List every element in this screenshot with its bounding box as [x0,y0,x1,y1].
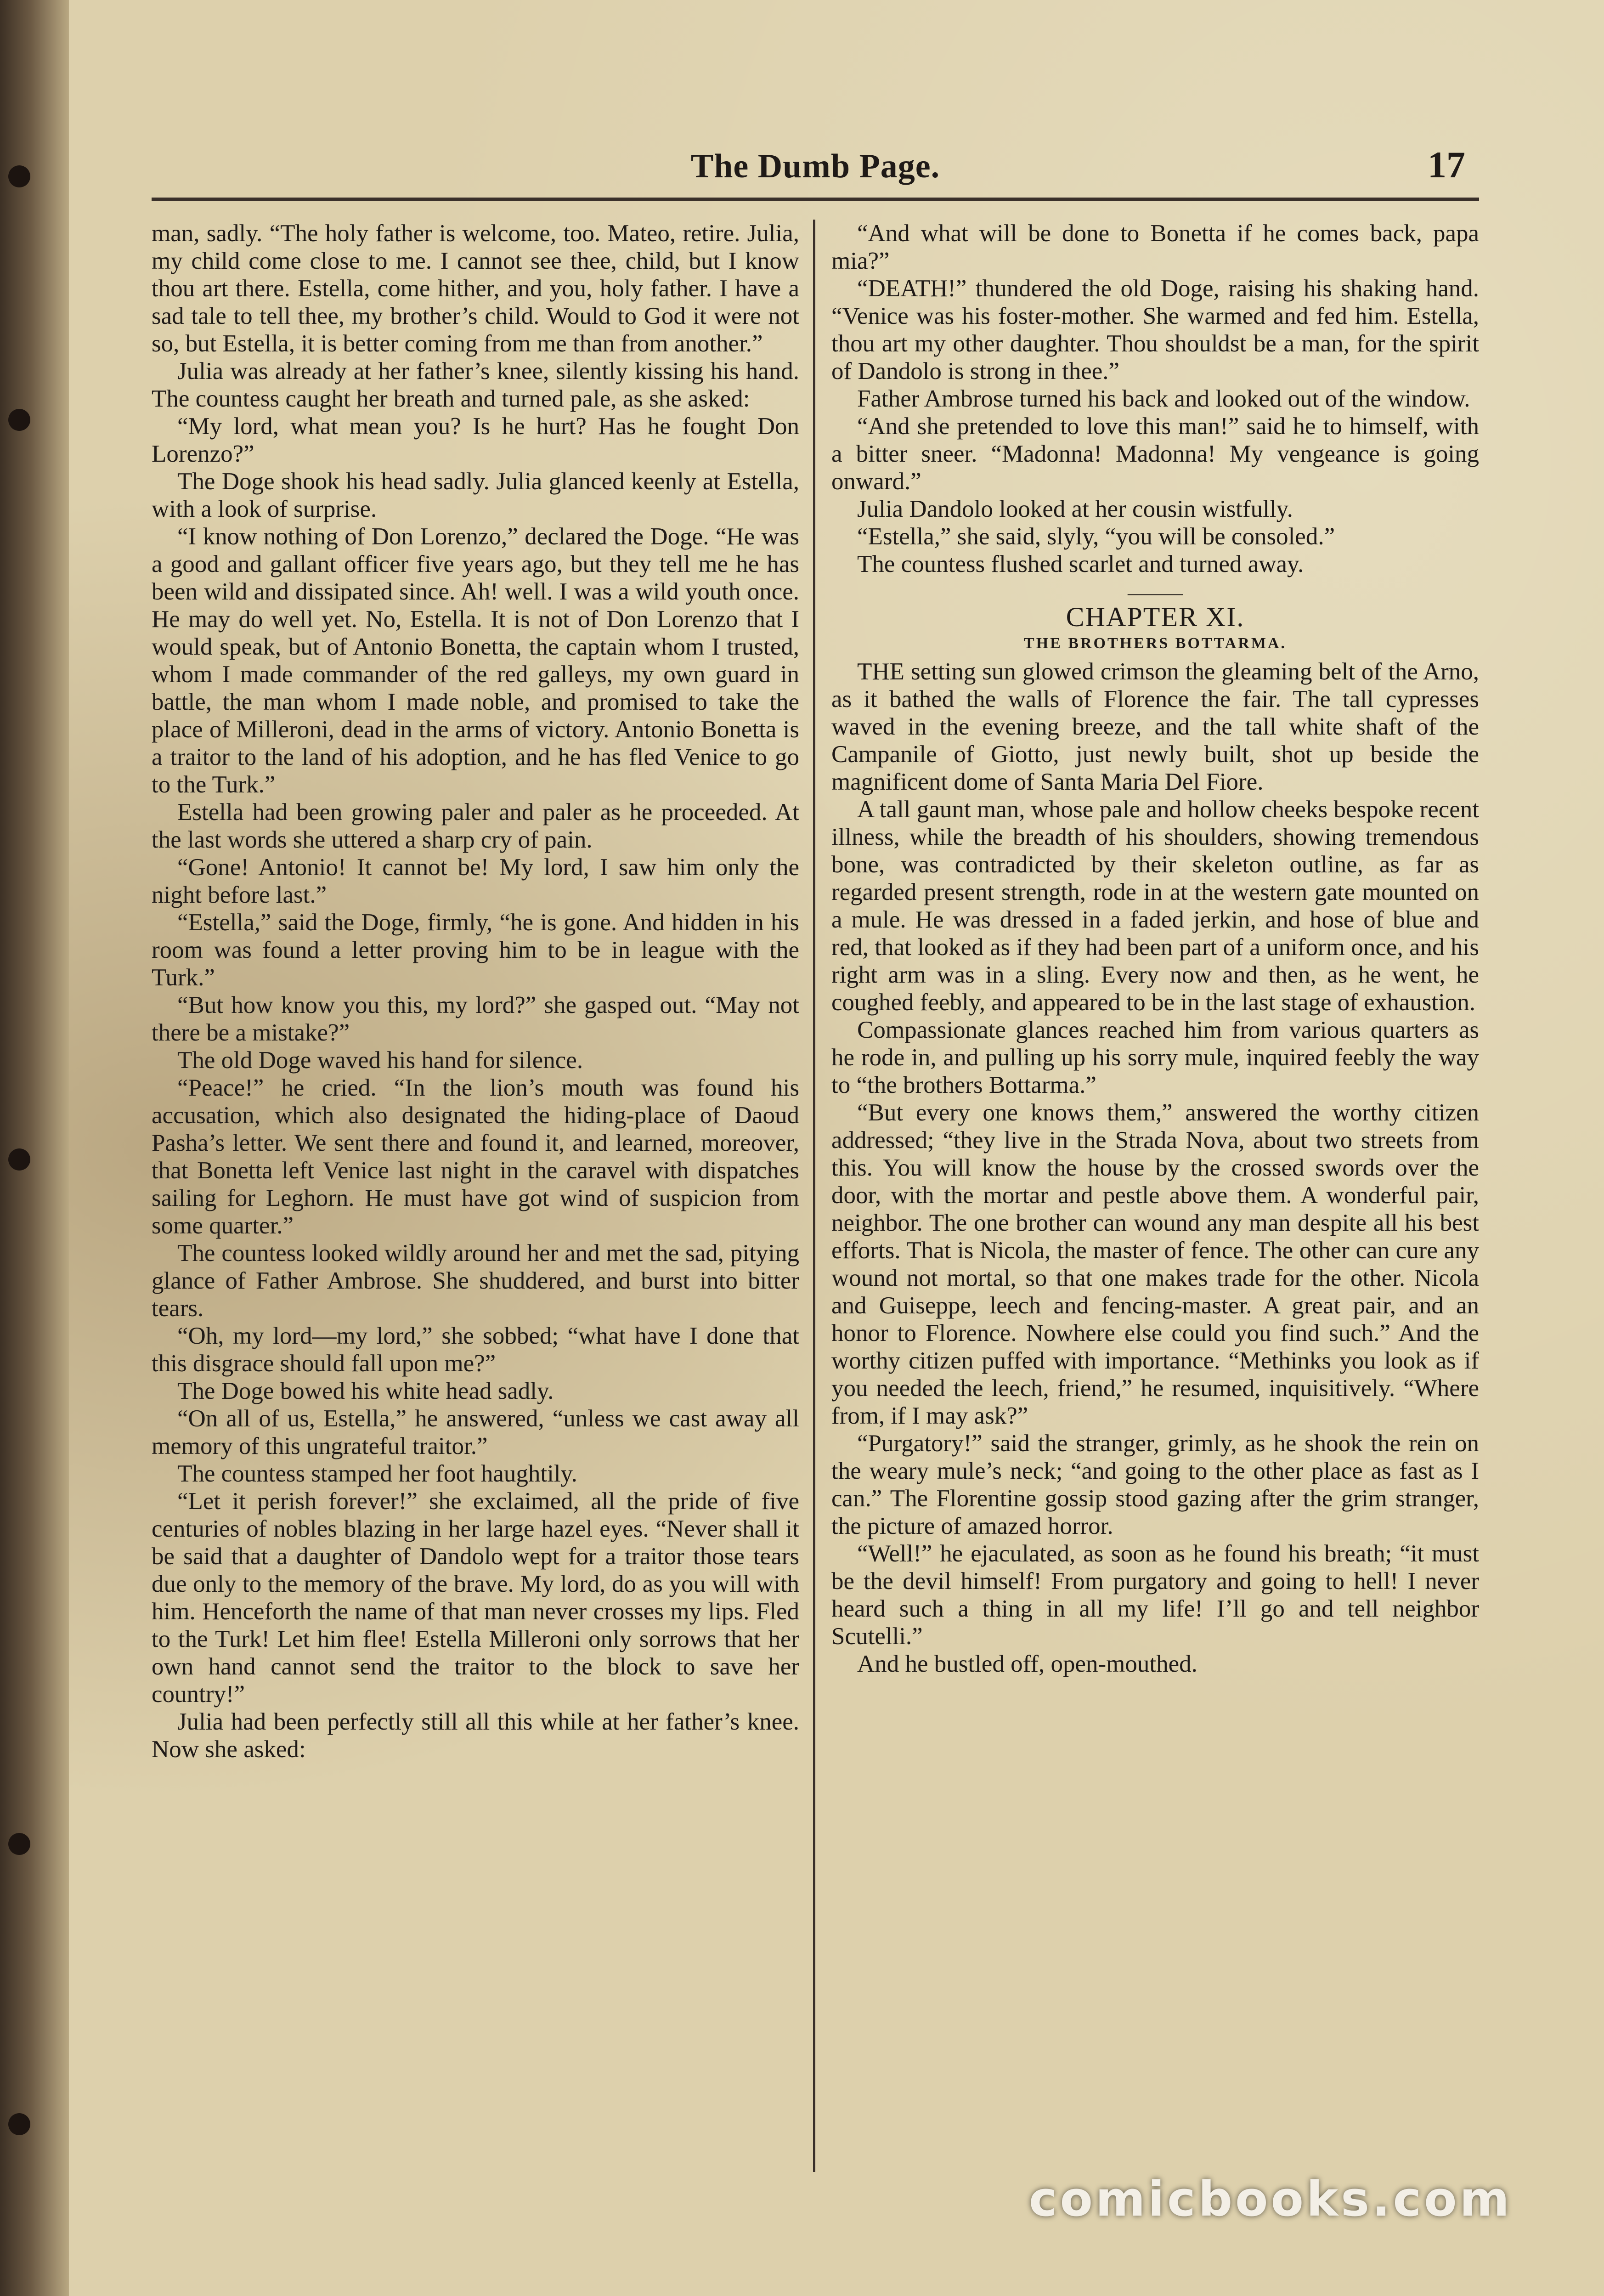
page-header [152,138,1479,201]
paragraph: “Well!” he ejaculated, as soon as he found his breath; “it must be the devil himself! From purgatory and going to hell! I never heard such a thing in all my life! I’ll go and tell neighbor Scutelli.” [831,1540,1479,1650]
paragraph: “And what will be done to Bonetta if he comes back, papa mia?” [831,220,1479,274]
paragraph: Compassionate glances reached him from various quarters as he rode in, and pulling up his sorry mule, inquired feebly the way to “the brothers Bottarma.” [831,1017,1479,1098]
paragraph: Father Ambrose turned his back and looked out of the window. [857,385,1470,412]
binding-hole [8,1148,30,1171]
paragraph: “Purgatory!” said the stranger, grimly, as he shook the rein on the weary mule’s neck; “and going to the other place as fast as I can.” The Florentine gossip stood gazing after the grim stranger, the picture of amazed horror. [831,1430,1479,1539]
paragraph: “Estella,” she said, slyly, “you will be consoled.” [857,523,1335,550]
paragraph: “Let it perish forever!” she exclaimed, all the pride of five centuries of nobles blazing in her large hazel eyes. “Never shall it be said that a daughter of Dandolo wept for a traitor those tears due only to the memory of the brave. My lord, do as you will with him. Henceforth the name of that man never crosses my lips. Fled to the Turk! Let him flee! Estella Milleroni only sorrows that her own hand cannot send the traitor to the block to save her country!” [152,1488,799,1708]
paragraph: “DEATH!” thundered the old Doge, raising his shaking hand. “Venice was his foster-mother. She warmed and fed him. Estella, thou art my other daughter. Thou shouldst be a man, for the spirit of Dandolo is strong in thee.” [831,275,1479,385]
paragraph: Julia had been perfectly still all this while at her father’s knee. Now she asked: [152,1708,799,1763]
chapter-subtitle: THE BROTHERS BOTTARMA. [1024,635,1287,652]
paragraph: Julia was already at her father’s knee, silently kissing his hand. The countess caught her breath and turned pale, as she asked: [152,358,799,412]
paragraph: “My lord, what mean you? Is he hurt? Has he fought Don Lorenzo?” [152,413,799,467]
paragraph: “But every one knows them,” answered the worthy citizen addressed; “they live in the Strada Nova, about two streets from this. You will know the house by the crossed swords over the door, with the mortar and pestle above them. A wonderful pair, neighbor. The one brother can wound any man despite all his best efforts. That is Nicola, the master of fence. The other can cure any wound not mortal, so that one makes trade for the other. Nicola and Guiseppe, leech and fencing-master. A great pair, and an honor to Florence. Nowhere else could you find such.” And the worthy citizen puffed with importance. “Methinks you look as if you needed the leech, friend,” he resumed, inquisitively. “Where from, if I may ask?” [831,1099,1479,1429]
running-title: The Dumb Page. [690,147,940,185]
paragraph: And he bustled off, open-mouthed. [857,1651,1197,1677]
paragraph: The old Doge waved his hand for silence. [177,1047,583,1074]
paragraph: The Doge shook his head sadly. Julia glanced keenly at Estella, with a look of surprise. [152,468,799,522]
paragraph: The countess looked wildly around her and met the sad, pitying glance of Father Ambrose. She shuddered, and burst into bitter tears. [152,1240,799,1322]
chapter-divider: ——— [1128,582,1183,603]
right-column [831,220,1479,2222]
paragraph: The Doge bowed his white head sadly. [177,1378,554,1404]
watermark: comicbooks.com [1028,2171,1512,2227]
binding-hole [8,1833,30,1855]
paragraph: The countess stamped her foot haughtily. [177,1460,577,1487]
paragraph: Julia Dandolo looked at her cousin wistfully. [857,496,1293,522]
left-column [152,220,799,2222]
binding-hole [8,2113,30,2135]
chapter-title: CHAPTER XI. [1066,602,1245,632]
paragraph: “Gone! Antonio! It cannot be! My lord, I saw him only the night before last.” [152,854,799,908]
column-rule [813,220,815,2172]
paragraph: “Oh, my lord—my lord,” she sobbed; “what have I done that this disgrace should fall upon me?” [152,1323,799,1377]
paragraph: “On all of us, Estella,” he answered, “unless we cast away all memory of this ungrateful traitor.” [152,1405,799,1459]
page-number: 17 [1428,144,1465,186]
paragraph: “Peace!” he cried. “In the lion’s mouth was found his accusation, which also designated the hiding-place of Daoud Pasha’s letter. We sent there and found it, and learned, moreover, that Bonetta left Venice last night in the caravel with dispatches sailing for Leghorn. He must have got wind of suspicion from some quarter.” [152,1074,799,1239]
paragraph: “But how know you this, my lord?” she gasped out. “May not there be a mistake?” [152,992,799,1046]
paragraph: The countess flushed scarlet and turned away. [857,551,1304,577]
paragraph: A tall gaunt man, whose pale and hollow cheeks bespoke recent illness, while the breadth of his shoulders, showing tremendous bone, was contradicted by their skeleton outline, as far as regarded present strength, rode in at the western gate mounted on a mule. He was dressed in a faded jerkin, and hose of blue and red, that looked as if they had been part of a uniform once, and his right arm was in a sling. Every now and then, as he went, he coughed feebly, and appeared to be in the last stage of exhaustion. [831,796,1479,1016]
paragraph: THE setting sun glowed crimson the gleaming belt of the Arno, as it bathed the walls of Florence the fair. The tall cypresses waved in the evening breeze, and the tall white shaft of the Campanile of Giotto, just newly built, shot up beside the magnificent dome of Santa Maria Del Fiore. [831,658,1479,795]
paragraph: man, sadly. “The holy father is welcome, too. Mateo, retire. Julia, my child come close to me. I cannot see thee, child, but I know thou art there. Estella, come hither, and you, holy father. I have a sad tale to tell thee, my brother’s child. Would to God it were not so, but Estella, it is better coming from me than from another.” [152,220,799,357]
paragraph: “I know nothing of Don Lorenzo,” declared the Doge. “He was a good and gallant officer five years ago, but they tell me he has been wild and dissipated since. Ah! well. I was a wild youth once. He may do well yet. No, Estella. It is not of Don Lorenzo that I would speak, but of Antonio Bonetta, the captain whom I trusted, whom I made commander of the red galleys, my own guard in battle, the man whom I made noble, and promised to take the place of Milleroni, dead in the arms of victory. Antonio Bonetta is a traitor to the land of his adoption, and he has fled Venice to go to the Turk.” [152,523,799,798]
binding-gutter [0,0,69,2296]
paragraph: “Estella,” said the Doge, firmly, “he is gone. And hidden in his room was found a letter proving him to be in league with the Turk.” [152,909,799,991]
binding-hole [8,409,30,431]
binding-hole [8,165,30,187]
paragraph: “And she pretended to love this man!” said he to himself, with a bitter sneer. “Madonna! Madonna! My vengeance is going onward.” [831,413,1479,495]
paragraph: Estella had been growing paler and paler as he proceeded. At the last words she uttered a sharp cry of pain. [152,799,799,853]
